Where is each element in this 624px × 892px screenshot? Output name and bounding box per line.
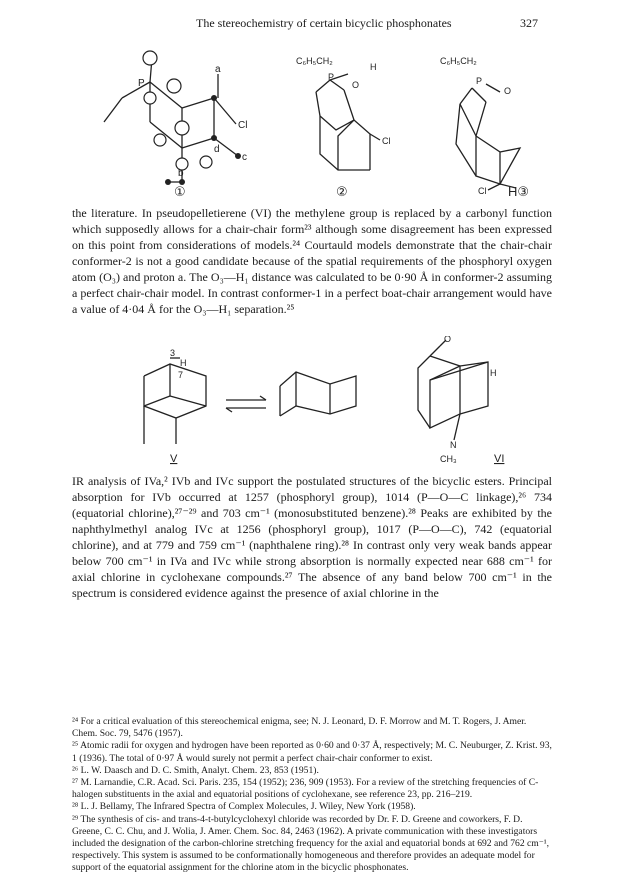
conformer-2-substituent: C₆H₅CH₂ bbox=[296, 56, 333, 66]
conformer-3-cl: Cl bbox=[478, 186, 487, 196]
structure-v-label: V bbox=[170, 453, 178, 465]
body-paragraph-1: the literature. In pseudopelletierene (VI) the methylene group is replaced by a carbonyl function which supposedly allows for a chair-chair form²³ although some disagreement has been expressed on this point from considerations of models.²⁴ Courtauld models demonstrate that the chair-chair conformer-2 is not a good candidate because of the spatial requirements of the phosphoryl oxygen atom (O₃) and proton a. The O₃—H₁ distance was calculated to be 0·90 Å in conformer-2 assuming a perfect chair-chair model. In contrast conformer-1 in a perfect boat-chair arrangement would have a value of 4·04 Å for the O₃—H₁ separation.²⁵ bbox=[72, 206, 552, 316]
conformer-2-label: ② bbox=[336, 184, 348, 199]
footnote-25: ²⁵ Atomic radii for oxygen and hydrogen have been reported as 0·60 and 0·37 Å, respectively; M. C. Neuburger, Z. Krist. 93, 1 (1936). The total of 0·97 Å would surely not permit a perfect chair-chair conformer to exist. bbox=[72, 740, 552, 764]
footnote-28: ²⁸ L. J. Bellamy, The Infrared Spectra of Complex Molecules, J. Wiley, New York (1958). bbox=[72, 801, 416, 813]
footnote-27: ²⁷ M. Larnandie, C.R. Acad. Sci. Paris. 235, 154 (1952); 236, 909 (1953). For a review of the stretching frequencies of C-halogen substituents in the axial and equatorial positions of cyclohexane, see reference 23, pp. 216–219. bbox=[72, 777, 539, 801]
conformer-2-h: H bbox=[370, 62, 377, 72]
conformer-1-model bbox=[104, 58, 238, 182]
conformer-3-o: O bbox=[504, 86, 512, 96]
atom-p-label: P bbox=[138, 78, 145, 89]
structure-v-h: H bbox=[180, 358, 187, 368]
structure-vi-n: N bbox=[450, 440, 457, 450]
structure-vi-h: H bbox=[490, 368, 497, 378]
running-header: The stereochemistry of certain bicyclic phosphonates bbox=[196, 16, 452, 30]
body-paragraph-2: IR analysis of IVa,² IVb and IVc support the postulated structures of the bicyclic esters. Principal absorption for IVb occurred at 1257 (phosphoryl group), 1014 (P—O—C linkage),²⁶ 734 (equatorial chlorine),²⁷⁻²⁹ and 703 cm⁻¹ (monosubstituted benzene).²⁸ Peaks are exhibited by the naphthylmethyl analog IVc at 1256 (phosphoryl group), 1017 (P—O—C), 742 (equatorial chlorine), and at 779 and 759 cm⁻¹ (naphthalene ring).²⁸ In contrast only very weak bands appear below 700 cm⁻¹ in IVa and IVc while strong absorption is normally expected near 688 cm⁻¹ for axial chlorine in cyclohexane compounds.²⁷ The absence of any band below 700 cm⁻¹ in the spectrum is considered evidence against the presence of axial chlorine in the bbox=[72, 474, 552, 600]
structures-v-vi-figure bbox=[0, 336, 624, 466]
structure-v bbox=[144, 358, 206, 444]
structure-vi-o: O bbox=[444, 336, 452, 344]
atom-b-label: b bbox=[178, 168, 184, 179]
atom-a-label: a bbox=[215, 64, 221, 75]
structure-vi bbox=[418, 340, 488, 440]
conformer-structures-figure bbox=[0, 44, 624, 200]
footnote-24: ²⁴ For a critical evaluation of this stereochemical enigma, see; N. J. Leonard, D. F. Morrow and M. T. Rogers, J. Amer. Chem. Soc. 79, 5476 (1957). bbox=[72, 716, 527, 740]
conformer-3-model bbox=[456, 84, 520, 190]
conformer-2-model bbox=[316, 74, 380, 170]
conformer-2-o: O bbox=[352, 80, 360, 90]
atom-d-label: d bbox=[214, 144, 220, 155]
conformer-3-substituent: C₆H₅CH₂ bbox=[440, 56, 477, 66]
structure-vi-ch3: CH₃ bbox=[440, 454, 457, 464]
conformer-2-p: P bbox=[328, 72, 335, 82]
structure-v-num7: 7 bbox=[178, 370, 184, 380]
structure-v-alt bbox=[280, 372, 356, 416]
page-number: 327 bbox=[520, 16, 538, 30]
footnote-26: ²⁶ L. W. Daasch and D. C. Smith, Analyt. Chem. 23, 853 (1951). bbox=[72, 764, 319, 776]
conformer-1-label: ① bbox=[174, 184, 186, 199]
structure-vi-label: VI bbox=[494, 453, 505, 465]
conformer-2-cl: Cl bbox=[382, 136, 391, 146]
conformer-3-p: P bbox=[476, 76, 483, 86]
structure-v-num3: 3 bbox=[170, 348, 176, 358]
footnotes bbox=[72, 716, 552, 875]
equilibrium-arrows bbox=[226, 396, 266, 412]
atom-c-label: c bbox=[242, 152, 247, 163]
footnote-29: ²⁹ The synthesis of cis- and trans-4-t-butylcyclohexyl chloride was recorded by Dr. F. D. Greene and coworkers, F. D. Greene, C. C. Chu, and J. Wolia, J. Amer. Chem. Soc. 84, 2463 (1962). A private communication with these investigators included the designation of the carbon-chlorine stretching frequency for the axial and equatorial bonds at 692 and 762 cm⁻¹, respectively. This system is assumed to be conformationally homogeneous and therefore provides an adequate model for support of the equatorial assignment for the chlorine atom in the bicyclic phosphonates. bbox=[72, 813, 550, 874]
conformer-3-label: H③ bbox=[508, 184, 530, 199]
atom-cl-label: Cl bbox=[238, 120, 248, 131]
